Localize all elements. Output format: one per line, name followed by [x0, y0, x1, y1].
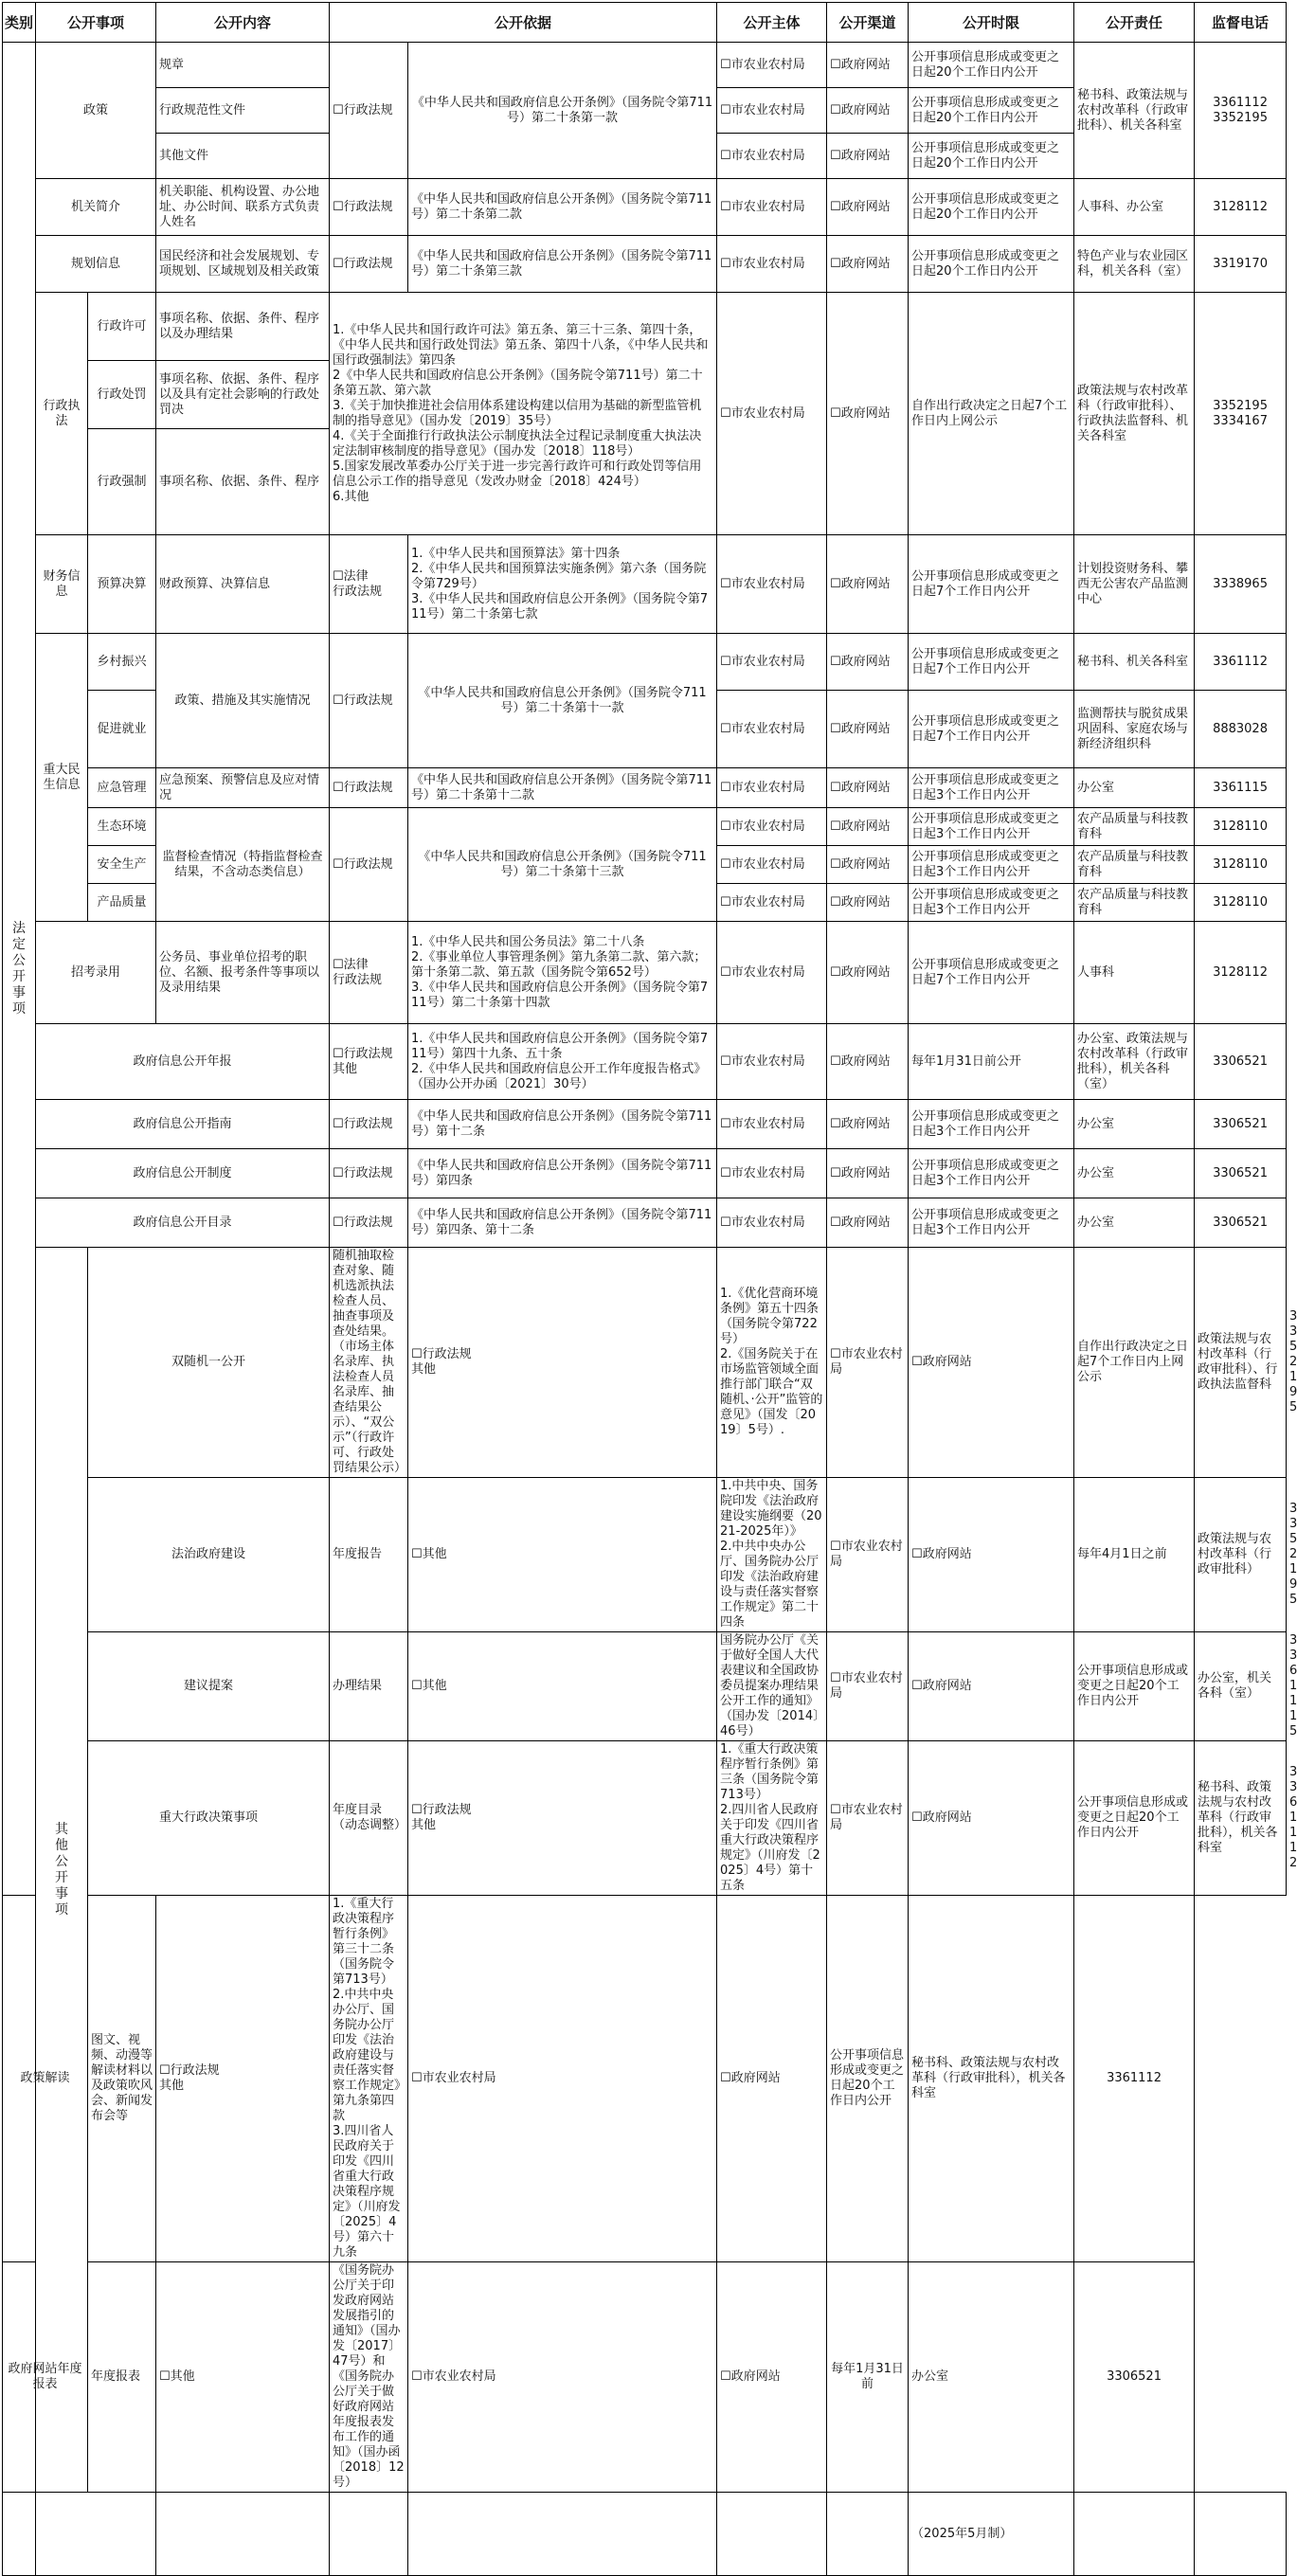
basis-cell: 1.《重大行政决策程序暂行条例》第三条（国务院令第713号） 2.四川省人民政府关于印发《四川省重大行政决策程序规定》（川府发〔2025〕4号）第十五条	[717, 1741, 827, 1896]
channel-cell: ☐ 政府网站	[827, 691, 909, 768]
category-legal: 法定公开事项	[3, 43, 36, 1896]
phone-cell: 3128112	[1195, 922, 1287, 1024]
basis-cell: 《国务院办公厅关于印发政府网站发展指引的通知》（国办发〔2017〕47号）和《国务院办公厅关于做好政府网站年度报表发布工作的通知》（国办函〔2018〕12号）	[330, 2262, 408, 2493]
table-row	[3, 1100, 1287, 1149]
sub-item-penalty: 行政处罚	[88, 361, 156, 429]
sub-item-safety: 安全生产	[88, 846, 156, 884]
content-cell: 随机抽取检查对象、随机选派执法检查人员、抽查事项及查处结果。（市场主体名录库、执法检查人员名录库、抽查结果公示）、“双公示”（行政许可、行政处罚结果公示）	[330, 1248, 408, 1478]
basis-cell: 《中华人民共和国政府信息公开条例》（国务院令第711号）第二十条第三款	[408, 236, 717, 293]
subject-cell: ☐ 市农业农村局	[717, 535, 827, 634]
subject-cell: ☐ 市农业农村局	[717, 43, 827, 88]
channel-cell: ☐ 政府网站	[827, 1100, 909, 1149]
table-row: 建议提案 办理结果 ☐ 其他 国务院办公厅《关于做好全国人大代表建议和全国政协委员提案办理结果公开工作的通知》（国办发〔2014〕46号） ☐ 市农业农村局 ☐ 政府网站 公开事项信息形成或变更之日起20个工作日内公开 办公室，机关各科（室） 3361115	[3, 1632, 1287, 1741]
channel-cell: ☐ 政府网站	[909, 1248, 1074, 1478]
time-limit-cell: 公开事项信息形成或变更之日起7个工作日内公开	[909, 535, 1074, 634]
content-cell: 国民经济和社会发展规划、专项规划、区域规划及相关政策	[156, 236, 330, 293]
content-cell: 规章	[156, 43, 330, 88]
subject-cell: ☐ 市农业农村局	[717, 634, 827, 691]
time-limit-cell: 公开事项信息形成或变更之日起7个工作日内公开	[909, 691, 1074, 768]
item-rule-of-law: 法治政府建设	[88, 1478, 330, 1632]
law-type-cell: ☐ 行政法规 其他	[330, 1024, 408, 1100]
sub-item-employment: 促进就业	[88, 691, 156, 768]
table-row	[3, 634, 1287, 691]
channel-cell: ☐ 政府网站	[827, 134, 909, 179]
phone-cell: 3128110	[1195, 846, 1287, 884]
item-random-check: 双随机一公开	[88, 1248, 330, 1478]
basis-cell: 1.《中华人民共和国政府信息公开条例》（国务院令第711号）第四十九条、五十条 2.《中华人民共和国政府信息公开工作年度报告格式》（国办公开办函〔2021〕30号）	[408, 1024, 717, 1100]
phone-cell: 3306521	[1195, 1024, 1287, 1100]
sub-item-rural: 乡村振兴	[88, 634, 156, 691]
table-row	[3, 808, 1287, 846]
header-time-limit: 公开时限	[909, 3, 1074, 43]
content-cell: 事项名称、依据、条件、程序以及具有定社会影响的行政处罚决	[156, 361, 330, 429]
content-cell: 其他文件	[156, 134, 330, 179]
time-limit-cell: 公开事项信息形成或变更之日起3个工作日内公开	[909, 1198, 1074, 1248]
table-row	[3, 1896, 1287, 2262]
basis-cell: 《中华人民共和国政府信息公开条例》（国务院令第711号）第十二条	[408, 1100, 717, 1149]
responsibility-cell: 办公室、政策法规与农村改革科（行政审批科），机关各科（室）	[1074, 1024, 1195, 1100]
item-guide: 政府信息公开指南	[36, 1100, 330, 1149]
sub-item-budget: 预算决算	[88, 535, 156, 634]
table-row	[3, 179, 1287, 236]
time-limit-cell: 公开事项信息形成或变更之日起3个工作日内公开	[909, 1149, 1074, 1198]
time-limit-cell: 公开事项信息形成或变更之日起3个工作日内公开	[909, 884, 1074, 922]
subject-cell: ☐ 市农业农村局	[717, 1024, 827, 1100]
basis-cell: 1.《中华人民共和国公务员法》第二十八条 2.《事业单位人事管理条例》第九条第二款、第六款；第十条第二款、第五款（国务院令第652号） 3.《中华人民共和国政府信息公开条例》（国务院令第711号）第二十条第十四款	[408, 922, 717, 1024]
content-cell: 事项名称、依据、条件、程序	[156, 429, 330, 535]
channel-cell: ☐ 政府网站	[717, 1896, 827, 2262]
table-row	[3, 2262, 1287, 2493]
footer-note: （2025年5月制）	[909, 2493, 1074, 2576]
basis-cell: 《中华人民共和国政府信息公开条例》（国务院令第711号）第二十条第二款	[408, 179, 717, 236]
responsibility-cell: 农产品质量与科技教育科	[1074, 884, 1195, 922]
law-type-cell: ☐ 行政法规	[330, 634, 408, 768]
responsibility-cell: 人事科、办公室	[1074, 179, 1195, 236]
law-type-cell: ☐ 其他	[156, 2262, 330, 2493]
content-cell: 监督检查情况（特指监督检查结果，不含动态类信息）	[156, 808, 330, 922]
header-content: 公开内容	[156, 3, 330, 43]
item-policy: 政策	[36, 43, 156, 179]
category-other: 其他公开事项	[36, 1248, 88, 2493]
channel-cell: ☐ 政府网站	[827, 43, 909, 88]
time-limit-cell: 每年1月31日前	[827, 2262, 909, 2493]
basis-cell: 1.《重大行政决策程序暂行条例》第三十二条（国务院令第713号） 2.中共中央办公厅、国务院办公厅印发《法治政府建设与责任落实督察工作规定》第九条第四款 3.四川省人民政府关于印发《四川省重大行政决策程序规定》（川府发〔2025〕4号）第六十九条	[330, 1896, 408, 2262]
time-limit-cell: 公开事项信息形成或变更之日起3个工作日内公开	[909, 846, 1074, 884]
time-limit-cell: 公开事项信息形成或变更之日起3个工作日内公开	[909, 768, 1074, 808]
law-type-cell: ☐ 行政法规	[330, 808, 408, 922]
content-cell: 政策、措施及其实施情况	[156, 634, 330, 768]
law-type-cell: ☐ 行政法规	[330, 768, 408, 808]
subject-cell: ☐ 市农业农村局	[717, 846, 827, 884]
time-limit-cell: 公开事项信息形成或变更之日起20个工作日内公开	[909, 134, 1074, 179]
responsibility-cell: 秘书科、政策法规与农村改革科（行政审批科），机关各科室	[909, 1896, 1074, 2262]
time-limit-cell: 自作出行政决定之日起7个工作日内上网公示	[1074, 1248, 1195, 1478]
item-proposal: 建议提案	[88, 1632, 330, 1741]
law-type-cell: ☐ 行政法规 其他	[156, 1896, 330, 2262]
header-item: 公开事项	[36, 3, 156, 43]
item-livelihood: 重大民生信息	[36, 634, 88, 922]
table-row	[3, 922, 1287, 1024]
law-type-cell: ☐ 其他	[408, 1632, 717, 1741]
channel-cell: ☐ 政府网站	[827, 884, 909, 922]
table-row	[3, 1198, 1287, 1248]
header-subject: 公开主体	[717, 3, 827, 43]
basis-cell: 《中华人民共和国政府信息公开条例》（国务院令711号）第二十条第十一款	[408, 634, 717, 768]
table-row	[3, 1024, 1287, 1100]
law-type-cell: ☐ 行政法规 其他	[408, 1741, 717, 1896]
time-limit-cell: 每年1月31日前公开	[909, 1024, 1074, 1100]
table-row	[3, 43, 1287, 88]
basis-cell: 1.《中华人民共和国预算法》第十四条 2.《中华人民共和国预算法实施条例》第六条（国务院令第729号） 3.《中华人民共和国政府信息公开条例》（国务院令第711号）第二十条第七款	[408, 535, 717, 634]
table-row: 重大行政决策事项 年度目录（动态调整） ☐ 行政法规 其他 1.《重大行政决策程序暂行条例》第三条（国务院令第713号） 2.四川省人民政府关于印发《四川省重大行政决策程序规定》（川府发〔2025〕4号）第十五条 ☐ 市农业农村局 ☐ 政府网站 公开事项信息形成或变更之日起20个工作日内公开 秘书科、政策法规与农村改革科（行政审批科），机关各科室 3361112	[3, 1741, 1287, 1896]
phone-cell: 3306521	[1074, 2262, 1195, 2493]
subject-cell: ☐ 市农业农村局	[827, 1478, 909, 1632]
channel-cell: ☐ 政府网站	[827, 1024, 909, 1100]
subject-cell: ☐ 市农业农村局	[717, 1100, 827, 1149]
item-catalog: 政府信息公开目录	[36, 1198, 330, 1248]
basis-cell: 1.中共中央、国务院印发《法治政府建设实施纲要（2021-2025年）》 2.中共中央办公厅、国务院办公厅印发《法治政府建设与责任落实督察工作规定》第二十四条	[717, 1478, 827, 1632]
content-cell: 应急预案、预警信息及应对情况	[156, 768, 330, 808]
table-row	[3, 1149, 1287, 1198]
phone-cell: 3306521	[1195, 1100, 1287, 1149]
time-limit-cell: 公开事项信息形成或变更之日起7个工作日内公开	[909, 634, 1074, 691]
subject-cell: ☐ 市农业农村局	[827, 1632, 909, 1741]
subject-cell: ☐ 市农业农村局	[717, 293, 827, 535]
time-limit-cell: 公开事项信息形成或变更之日起20个工作日内公开	[909, 179, 1074, 236]
time-limit-cell: 公开事项信息形成或变更之日起3个工作日内公开	[909, 1100, 1074, 1149]
header-basis: 公开依据	[330, 3, 717, 43]
content-cell: 年度目录（动态调整）	[330, 1741, 408, 1896]
law-type-cell: ☐ 行政法规	[330, 1100, 408, 1149]
basis-cell: 《中华人民共和国政府信息公开条例》（国务院令第711号）第二十条第十二款	[408, 768, 717, 808]
responsibility-cell: 办公室，机关各科（室）	[1195, 1632, 1287, 1741]
phone-cell: 3361112 3352195	[1195, 43, 1287, 179]
item-recruitment: 招考录用	[36, 922, 156, 1024]
phone-cell: 3306521	[1195, 1198, 1287, 1248]
subject-cell: ☐ 市农业农村局	[408, 2262, 717, 2493]
channel-cell: ☐ 政府网站	[909, 1741, 1074, 1896]
channel-cell: ☐ 政府网站	[909, 1478, 1074, 1632]
responsibility-cell: 政策法规与农村改革科（行政审批科）、行政执法监督科	[1195, 1248, 1287, 1478]
basis-cell: 《中华人民共和国政府信息公开条例》（国务院令第711号）第四条	[408, 1149, 717, 1198]
responsibility-cell: 政策法规与农村改革科（行政审批科）	[1195, 1478, 1287, 1632]
header-phone: 监督电话	[1195, 3, 1287, 43]
time-limit-cell: 公开事项信息形成或变更之日起20个工作日内公开	[909, 88, 1074, 134]
header-channel: 公开渠道	[827, 3, 909, 43]
subject-cell: ☐ 市农业农村局	[717, 134, 827, 179]
responsibility-cell: 监测帮扶与脱贫成果巩固科、家庭农场与新经济组织科	[1074, 691, 1195, 768]
time-limit-cell: 公开事项信息形成或变更之日起3个工作日内公开	[909, 808, 1074, 846]
responsibility-cell: 办公室	[1074, 1149, 1195, 1198]
responsibility-cell: 计划投资财务科、攀西无公害农产品监测中心	[1074, 535, 1195, 634]
basis-cell: 1.《优化营商环境条例》第五十四条（国务院令第722号） 2.《国务院关于在市场监管领域全面推行部门联合“双随机、·公开”监管的意见》（国发〔2019〕5号）.	[717, 1248, 827, 1478]
content-cell: 公务员、事业单位招考的职位、名额、报考条件等事项以及录用结果	[156, 922, 330, 1024]
time-limit-cell: 自作出行政决定之日起7个工作日内上网公示	[909, 293, 1074, 535]
phone-cell: 3128112	[1195, 179, 1287, 236]
table-row	[3, 236, 1287, 293]
channel-cell: ☐ 政府网站	[827, 1198, 909, 1248]
phone-cell: 3306521	[1195, 1149, 1287, 1198]
channel-cell: ☐ 政府网站	[827, 922, 909, 1024]
table-row: 其他公开事项 双随机一公开 随机抽取检查对象、随机选派执法检查人员、抽查事项及查处结果。（市场主体名录库、执法检查人员名录库、抽查结果公示）、“双公示”（行政许可、行政处罚结果公示） ☐ 行政法规 其他 1.《优化营商环境条例》第五十四条（国务院令第722号） 2.《国务院关于在市场监管领域全面推行部门联合“双随机、·公开”监管的意见》（国发〔2019〕5号）. ☐ 市农业农村局 ☐ 政府网站 自作出行政决定之日起7个工作日内上网公示 政策法规与农村改革科（行政审批科）、行政执法监督科 3352195	[3, 1248, 1287, 1478]
subject-cell: ☐ 市农业农村局	[717, 884, 827, 922]
item-major-decision: 重大行政决策事项	[88, 1741, 330, 1896]
law-type-cell: ☐ 法律 行政法规	[330, 922, 408, 1024]
header-category: 类别	[3, 3, 36, 43]
responsibility-cell: 农产品质量与科技教育科	[1074, 846, 1195, 884]
subject-cell: ☐ 市农业农村局	[717, 691, 827, 768]
phone-cell: 3128110	[1195, 884, 1287, 922]
subject-cell: ☐ 市农业农村局	[717, 808, 827, 846]
header-row	[3, 3, 1287, 43]
subject-cell: ☐ 市农业农村局	[717, 1198, 827, 1248]
item-website-report: 政府网站年度报表	[3, 2262, 88, 2493]
item-plan: 规划信息	[36, 236, 156, 293]
phone-cell: 3352195 3334167	[1195, 293, 1287, 535]
item-annual-report: 政府信息公开年报	[36, 1024, 330, 1100]
channel-cell: ☐ 政府网站	[827, 1149, 909, 1198]
responsibility-cell: 秘书科、机关各科室	[1074, 634, 1195, 691]
basis-cell: 《中华人民共和国政府信息公开条例》（国务院令711号）第二十条第十三款	[408, 808, 717, 922]
subject-cell: ☐ 市农业农村局	[717, 88, 827, 134]
responsibility-cell: 秘书科、政策法规与农村改革科（行政审批科）、机关各科室	[1074, 43, 1195, 179]
subject-cell: ☐ 市农业农村局	[827, 1741, 909, 1896]
channel-cell: ☐ 政府网站	[827, 768, 909, 808]
subject-cell: ☐ 市农业农村局	[408, 1896, 717, 2262]
channel-cell: ☐ 政府网站	[909, 1632, 1074, 1741]
responsibility-cell: 办公室	[1074, 768, 1195, 808]
table-row: 法治政府建设 年度报告 ☐ 其他 1.中共中央、国务院印发《法治政府建设实施纲要（2021-2025年）》 2.中共中央办公厅、国务院办公厅印发《法治政府建设与责任落实督察工作规定》第二十四条 ☐ 市农业农村局 ☐ 政府网站 每年4月1日之前 政策法规与农村改革科（行政审批科） 3352195	[3, 1478, 1287, 1632]
time-limit-cell: 公开事项信息形成或变更之日起20个工作日内公开	[827, 1896, 909, 2262]
disclosure-table	[2, 2, 1297, 2576]
sub-item-emergency: 应急管理	[88, 768, 156, 808]
content-cell: 图文、视频、动漫等解读材料以及政策吹风会、新闻发布会等	[88, 1896, 156, 2262]
sub-item-license: 行政许可	[88, 293, 156, 361]
basis-cell: 国务院办公厅《关于做好全国人大代表建议和全国政协委员提案办理结果公开工作的通知》（国办发〔2014〕46号）	[717, 1632, 827, 1741]
channel-cell: ☐ 政府网站	[827, 236, 909, 293]
law-type-cell: ☐ 行政法规	[330, 236, 408, 293]
sub-item-quality: 产品质量	[88, 884, 156, 922]
item-finance: 财务信息	[36, 535, 88, 634]
basis-cell: 《中华人民共和国政府信息公开条例》（国务院令第711号）第二十条第一款	[408, 43, 717, 179]
responsibility-cell: 办公室	[1074, 1100, 1195, 1149]
time-limit-cell: 公开事项信息形成或变更之日起20个工作日内公开	[1074, 1632, 1195, 1741]
table-row	[3, 535, 1287, 634]
responsibility-cell: 农产品质量与科技教育科	[1074, 808, 1195, 846]
time-limit-cell: 公开事项信息形成或变更之日起20个工作日内公开	[1074, 1741, 1195, 1896]
law-type-cell: ☐ 行政法规	[330, 1198, 408, 1248]
item-policy-interpretation: 政策解读	[3, 1896, 88, 2262]
responsibility-cell: 办公室	[1074, 1198, 1195, 1248]
content-cell: 行政规范性文件	[156, 88, 330, 134]
channel-cell: ☐ 政府网站	[827, 846, 909, 884]
law-type-cell: ☐ 行政法规	[330, 43, 408, 179]
content-cell: 机关职能、机构设置、办公地址、办公时间、联系方式负责人姓名	[156, 179, 330, 236]
channel-cell: ☐ 政府网站	[717, 2262, 827, 2493]
time-limit-cell: 公开事项信息形成或变更之日起20个工作日内公开	[909, 43, 1074, 88]
responsibility-cell: 人事科	[1074, 922, 1195, 1024]
subject-cell: ☐ 市农业农村局	[717, 236, 827, 293]
phone-cell: 8883028	[1195, 691, 1287, 768]
item-system: 政府信息公开制度	[36, 1149, 330, 1198]
channel-cell: ☐ 政府网站	[827, 293, 909, 535]
responsibility-cell: 秘书科、政策法规与农村改革科（行政审批科），机关各科室	[1195, 1741, 1287, 1896]
sub-item-environment: 生态环境	[88, 808, 156, 846]
content-cell: 年度报表	[88, 2262, 156, 2493]
phone-cell: 3361112	[1195, 634, 1287, 691]
table-row	[3, 293, 1287, 361]
law-type-cell: ☐ 法律 行政法规	[330, 535, 408, 634]
content-cell: 年度报告	[330, 1478, 408, 1632]
time-limit-cell: 公开事项信息形成或变更之日起7个工作日内公开	[909, 922, 1074, 1024]
law-type-cell: ☐ 行政法规	[330, 1149, 408, 1198]
responsibility-cell: 办公室	[909, 2262, 1074, 2493]
content-cell: 事项名称、依据、条件、程序以及办理结果	[156, 293, 330, 361]
phone-cell: 3361115	[1195, 768, 1287, 808]
responsibility-cell: 政策法规与农村改革科（行政审批科）、行政执法监督科、机关各科室	[1074, 293, 1195, 535]
law-type-cell: ☐ 其他	[408, 1478, 717, 1632]
sub-item-coercion: 行政强制	[88, 429, 156, 535]
phone-cell: 3319170	[1195, 236, 1287, 293]
channel-cell: ☐ 政府网站	[827, 88, 909, 134]
phone-cell: 3338965	[1195, 535, 1287, 634]
basis-cell: 1.《中华人民共和国行政许可法》第五条、第三十三条、第四十条，《中华人民共和国行政处罚法》第五条、第四十八条，《中华人民共和国行政强制法》第四条 2《中华人民共和国政府信息公开条例》（国务院令第711号）第二十条第五款、第六款 3.《关于加快推进社会信用体系建设构建以信用为基础的新型监管机制的指导意见》（国办发〔2019〕35号） 4.《关于全面推行行政执法公示制度执法全过程记录制度重大执法决定法制审核制度的指导意见》（国办发〔2018〕118号） 5.国家发展改革委办公厅关于进一步完善行政许可和行政处罚等信用信息公示工作的指导意见（发改办财金〔2018〕424号） 6.其他	[330, 293, 717, 535]
subject-cell: ☐ 市农业农村局	[717, 179, 827, 236]
channel-cell: ☐ 政府网站	[827, 535, 909, 634]
channel-cell: ☐ 政府网站	[827, 634, 909, 691]
time-limit-cell: 每年4月1日之前	[1074, 1478, 1195, 1632]
footer-row	[3, 2493, 1287, 2576]
channel-cell: ☐ 政府网站	[827, 808, 909, 846]
law-type-cell: ☐ 行政法规	[330, 179, 408, 236]
subject-cell: ☐ 市农业农村局	[717, 1149, 827, 1198]
item-intro: 机关简介	[36, 179, 156, 236]
responsibility-cell: 特色产业与农业园区科，机关各科（室）	[1074, 236, 1195, 293]
item-enforcement: 行政执法	[36, 293, 88, 535]
header-responsibility: 公开责任	[1074, 3, 1195, 43]
time-limit-cell: 公开事项信息形成或变更之日起20个工作日内公开	[909, 236, 1074, 293]
subject-cell: ☐ 市农业农村局	[717, 922, 827, 1024]
phone-cell: 3361112	[1074, 1896, 1195, 2262]
basis-cell: 《中华人民共和国政府信息公开条例》（国务院令第711号）第四条、第十二条	[408, 1198, 717, 1248]
subject-cell: ☐ 市农业农村局	[827, 1248, 909, 1478]
table-row	[3, 768, 1287, 808]
content-cell: 办理结果	[330, 1632, 408, 1741]
subject-cell: ☐ 市农业农村局	[717, 768, 827, 808]
channel-cell: ☐ 政府网站	[827, 179, 909, 236]
phone-cell: 3128110	[1195, 808, 1287, 846]
content-cell: 财政预算、决算信息	[156, 535, 330, 634]
law-type-cell: ☐ 行政法规 其他	[408, 1248, 717, 1478]
